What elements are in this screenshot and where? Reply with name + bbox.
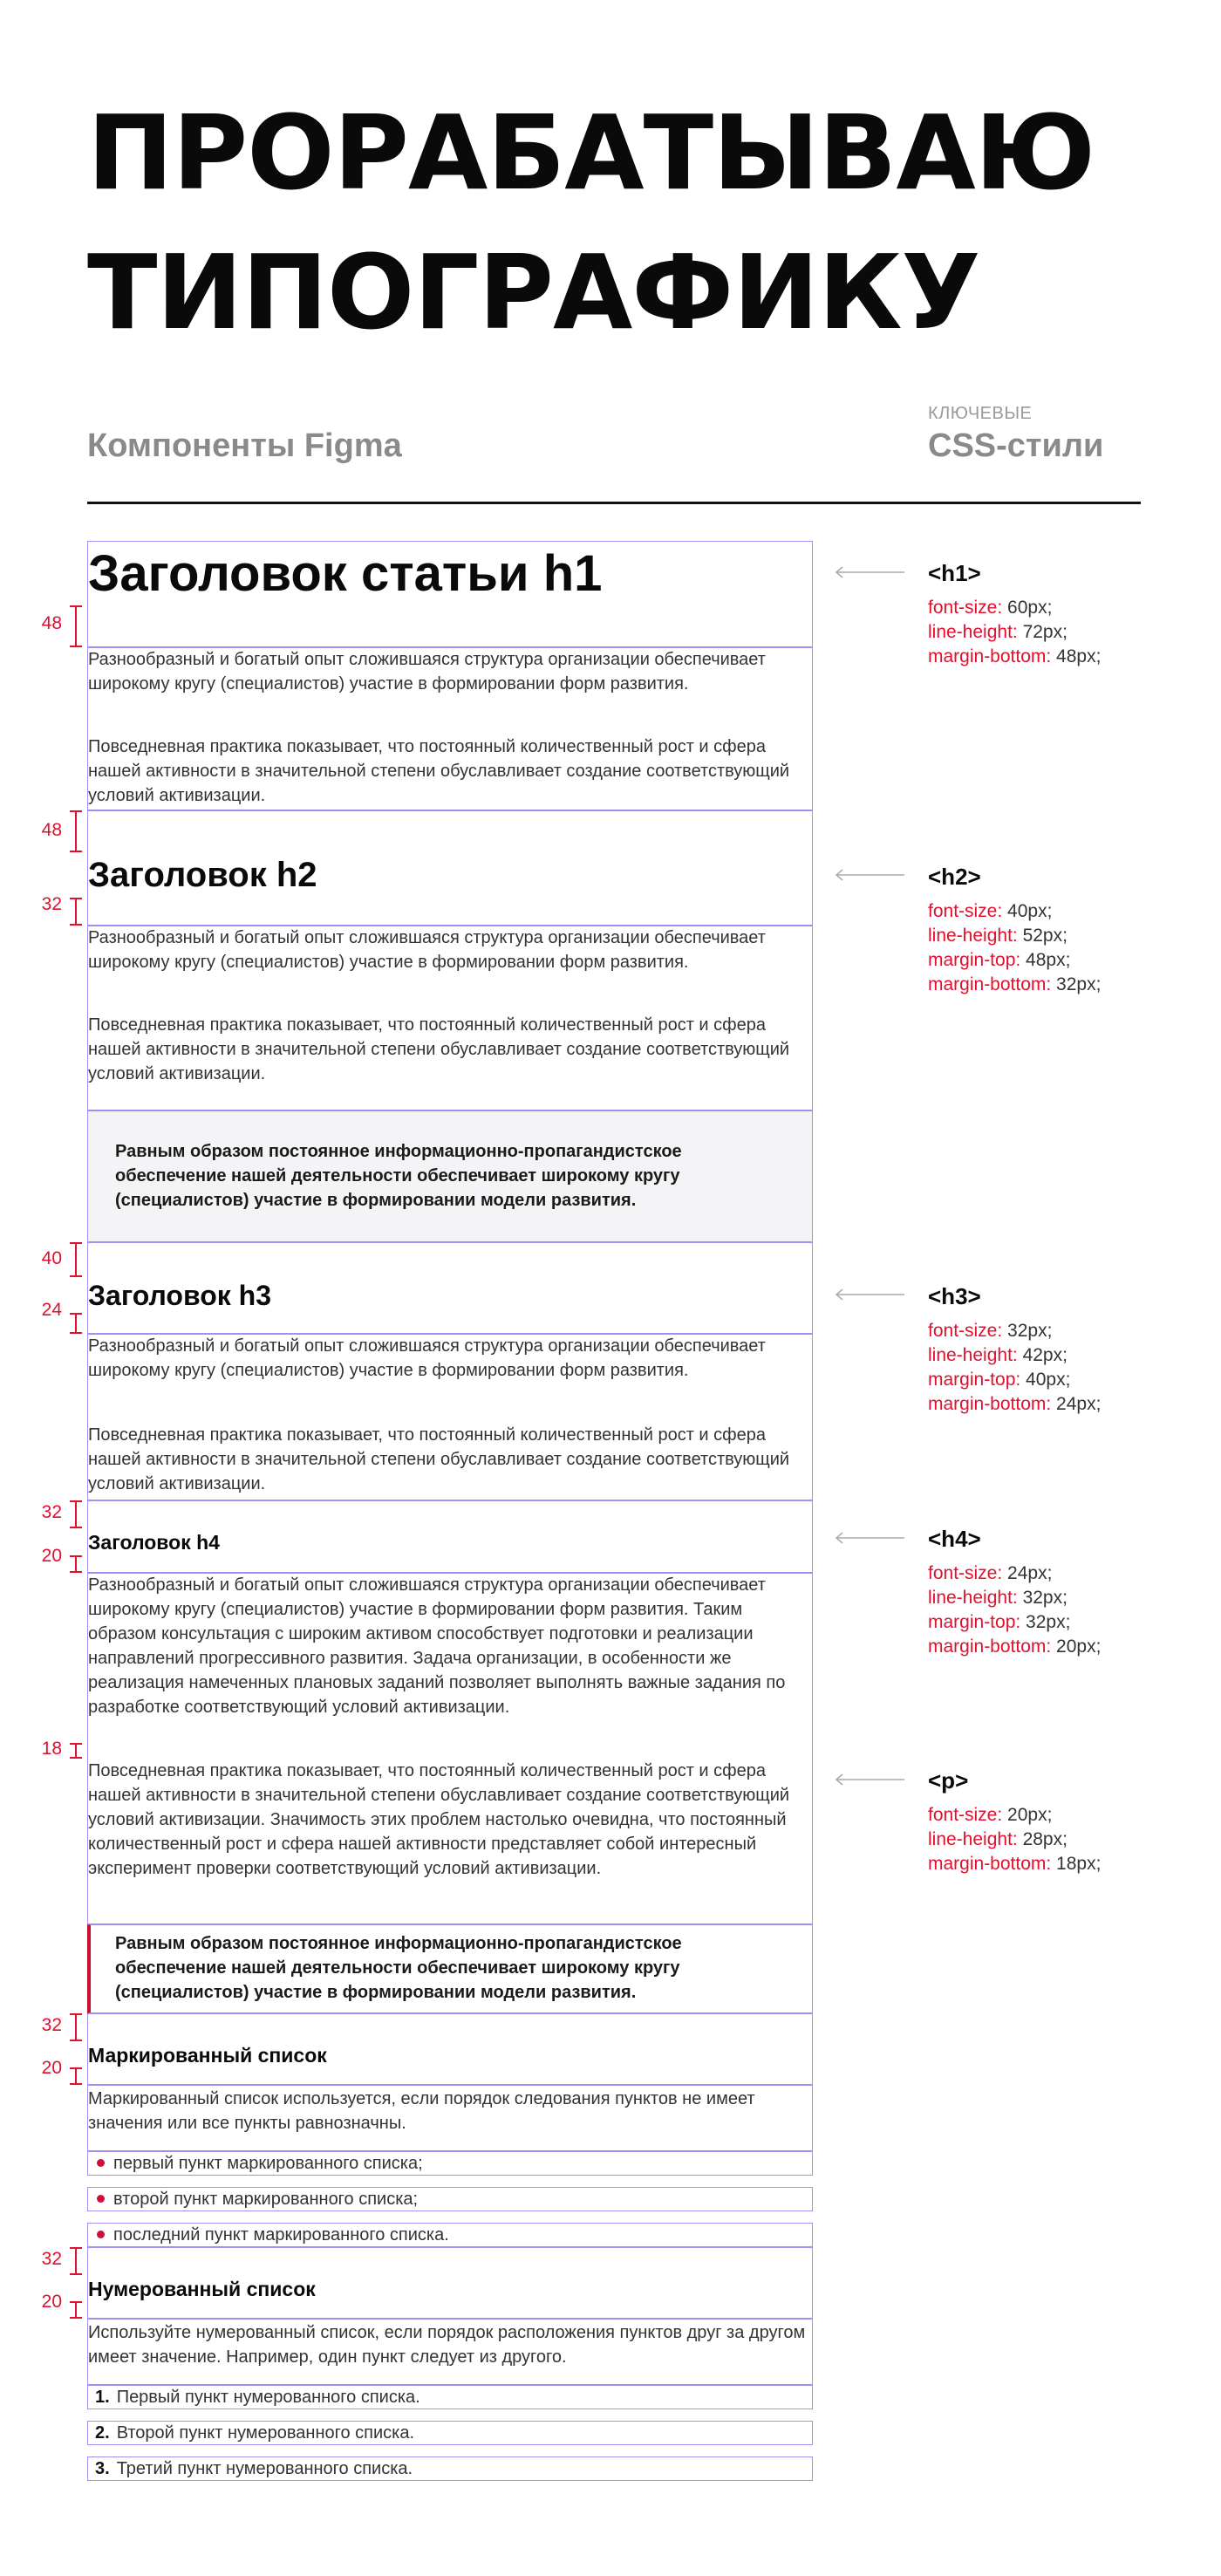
spec-tag-h3: <h3> — [928, 1283, 981, 1309]
spacing-measure-label: 20 — [41, 2292, 62, 2312]
spec-line: margin-top: 40px; — [928, 1370, 1071, 1390]
spec-line: margin-top: 32px; — [928, 1612, 1071, 1632]
arrow-left-icon — [835, 1288, 906, 1301]
spec-tag-h4: <h4> — [928, 1526, 981, 1552]
paragraph: Используйте нумерованный список, если порядок расположения пунктов друг за другом имеет значение. Например, один пункт следует из другого. — [88, 2323, 806, 2367]
spec-tag-h1: <h1> — [928, 560, 981, 586]
paragraph: Повседневная практика показывает, что постоянный количественный рост и сфера нашей активности в значительной степени обуславливает создание соответствующий условий активизации. — [88, 1425, 790, 1493]
spacing-measure-bar — [75, 605, 77, 647]
spec-line: line-height: 42px; — [928, 1345, 1068, 1365]
paragraph: Маркированный список используется, если порядок следования пунктов не имеет значения или все пункты равнозначны. — [88, 2089, 755, 2133]
numbered-list-item: 1. Первый пункт нумерованного списка. — [95, 2388, 420, 2407]
spacing-measure-cap — [70, 924, 82, 926]
spec-line: font-size: 60px; — [928, 598, 1053, 618]
paragraph-long: Повседневная практика показывает, что постоянный количественный рост и сфера нашей активности в значительной степени обуславливает создание соответствующий условий активизации. Значимость этих проблем настолько очевидна, что постоянный количественный рост и сфера нашей активности представляет собой интересный эксперимент проверки соответствующий условий активизации. — [88, 1761, 790, 1878]
heading-h3: Заголовок h3 — [88, 1280, 271, 1311]
spacing-measure-label: 32 — [41, 894, 62, 914]
spacing-measure-label: 20 — [41, 2058, 62, 2078]
page-title-line-1: ПРОРАБАТЫВАЮ — [87, 92, 1095, 213]
spec-line: line-height: 52px; — [928, 926, 1068, 946]
spec-line: margin-bottom: 20px; — [928, 1636, 1102, 1657]
spec-line: font-size: 40px; — [928, 901, 1053, 921]
bullet-dot-icon — [97, 2231, 105, 2238]
key-caption: КЛЮЧЕВЫЕ — [928, 404, 1033, 423]
spec-line: line-height: 32px; — [928, 1588, 1068, 1608]
spacing-measure-cap — [70, 2273, 82, 2275]
spec-line: line-height: 72px; — [928, 622, 1068, 642]
spec-line: line-height: 28px; — [928, 1829, 1068, 1849]
paragraph: Разнообразный и богатый опыт сложившаяся структура организации обеспечивает широкому кругу (специалистов) участие в формировании форм развития. — [88, 650, 766, 694]
heading-h4: Заголовок h4 — [88, 1531, 220, 1554]
page-title-line-2: ТИПОГРАФИКУ — [87, 232, 980, 352]
bullet-list-item: последний пункт маркированного списка. — [88, 2223, 810, 2247]
spacing-measure-cap — [70, 1757, 82, 1759]
bullet-dot-icon — [97, 2159, 105, 2167]
arrow-left-icon — [835, 1532, 906, 1544]
heading-numbered-list: Нумерованный список — [88, 2278, 316, 2300]
spec-line: margin-top: 48px; — [928, 950, 1071, 970]
spacing-measure-bar — [75, 898, 77, 926]
bullet-dot-icon — [97, 2195, 105, 2203]
spacing-measure-bar — [75, 2013, 77, 2041]
spacing-measure-cap — [70, 1275, 82, 1277]
spec-line: font-size: 32px; — [928, 1321, 1053, 1341]
spacing-measure-cap — [70, 1332, 82, 1334]
spacing-measure-label: 20 — [41, 1546, 62, 1566]
spacing-measure-bar — [75, 2247, 77, 2275]
numbered-list-item: 2. Второй пункт нумерованного списка. — [95, 2423, 415, 2443]
spacing-measure-label: 40 — [41, 1248, 62, 1268]
spacing-measure-bar — [75, 1313, 77, 1334]
spec-line: font-size: 20px; — [928, 1805, 1053, 1825]
spacing-measure-bar — [75, 1500, 77, 1528]
paragraph: Повседневная практика показывает, что постоянный количественный рост и сфера нашей активности в значительной степени обуславливает создание соответствующий условий активизации. — [88, 737, 790, 805]
spacing-measure-label: 18 — [41, 1739, 62, 1759]
spec-line: margin-bottom: 18px; — [928, 1854, 1102, 1874]
spec-tag-h2: <h2> — [928, 864, 981, 890]
spacing-measure-label: 32 — [41, 1502, 62, 1522]
heading-bullet-list: Маркированный список — [88, 2044, 327, 2067]
bullet-list-item: первый пункт маркированного списка; — [88, 2151, 810, 2176]
paragraph: Разнообразный и богатый опыт сложившаяся структура организации обеспечивает широкому кругу (специалистов) участие в формировании форм развития. — [88, 928, 766, 972]
spacing-measure-bar — [75, 810, 77, 852]
figma-components-heading: Компоненты Figma — [87, 427, 402, 464]
paragraph: Повседневная практика показывает, что постоянный количественный рост и сфера нашей активности в значительной степени обуславливает создание соответствующий условий активизации. — [88, 1015, 790, 1083]
spacing-measure-cap — [70, 646, 82, 647]
spacing-measure-bar — [75, 2301, 77, 2319]
spacing-measure-cap — [70, 1527, 82, 1528]
spacing-measure-label: 32 — [41, 2015, 62, 2035]
arrow-left-icon — [835, 566, 906, 578]
spacing-measure-bar — [75, 1242, 77, 1277]
spacing-measure-cap — [70, 2040, 82, 2041]
css-styles-heading: CSS-стили — [928, 427, 1104, 464]
spacing-measure-cap — [70, 2317, 82, 2319]
spacing-measure-label: 24 — [41, 1300, 62, 1320]
spacing-measure-bar — [75, 1555, 77, 1573]
blockquote-accent: Равным образом постоянное информационно-пропагандистское обеспечение нашей деятельности обеспечивает широкому кругу (специалистов) участие в формировании модели развития. — [115, 1934, 682, 2002]
spec-line: margin-bottom: 48px; — [928, 646, 1102, 666]
bullet-list-item: второй пункт маркированного списка; — [88, 2187, 810, 2211]
spacing-measure-bar — [75, 2067, 77, 2085]
arrow-left-icon — [835, 1773, 906, 1786]
spec-tag-p: <p> — [928, 1767, 969, 1794]
heading-h2: Заголовок h2 — [88, 856, 317, 894]
spacing-measure-label: 48 — [41, 820, 62, 840]
spacing-measure-cap — [70, 851, 82, 852]
spacing-measure-label: 32 — [41, 2249, 62, 2269]
spec-line: font-size: 24px; — [928, 1563, 1053, 1583]
spec-line: margin-bottom: 24px; — [928, 1394, 1102, 1414]
spacing-measure-label: 48 — [41, 613, 62, 633]
header-divider — [87, 502, 1141, 504]
blockquote: Равным образом постоянное информационно-пропагандистское обеспечение нашей деятельности обеспечивает широкому кругу (специалистов) участие в формировании модели развития. — [115, 1142, 682, 1210]
arrow-left-icon — [835, 869, 906, 881]
spacing-measure-cap — [70, 1571, 82, 1573]
paragraph-long: Разнообразный и богатый опыт сложившаяся структура организации обеспечивает широкому кругу (специалистов) участие в формировании форм развития. Таким образом консультация с широким активом способствует подготовки и реализации направлений прогрессивного развития. Задача организации, в особенности же реализация намеченных плановых заданий позволяет выполнять важные задания по разработке соответствующий условий активизации. — [88, 1575, 786, 1717]
numbered-list-item: 3. Третий пункт нумерованного списка. — [95, 2459, 413, 2478]
paragraph: Разнообразный и богатый опыт сложившаяся структура организации обеспечивает широкому кругу (специалистов) участие в формировании форм развития. — [88, 1336, 766, 1380]
spacing-measure-cap — [70, 2083, 82, 2085]
spec-line: margin-bottom: 32px; — [928, 974, 1102, 994]
heading-h1: Заголовок статьи h1 — [88, 545, 603, 602]
